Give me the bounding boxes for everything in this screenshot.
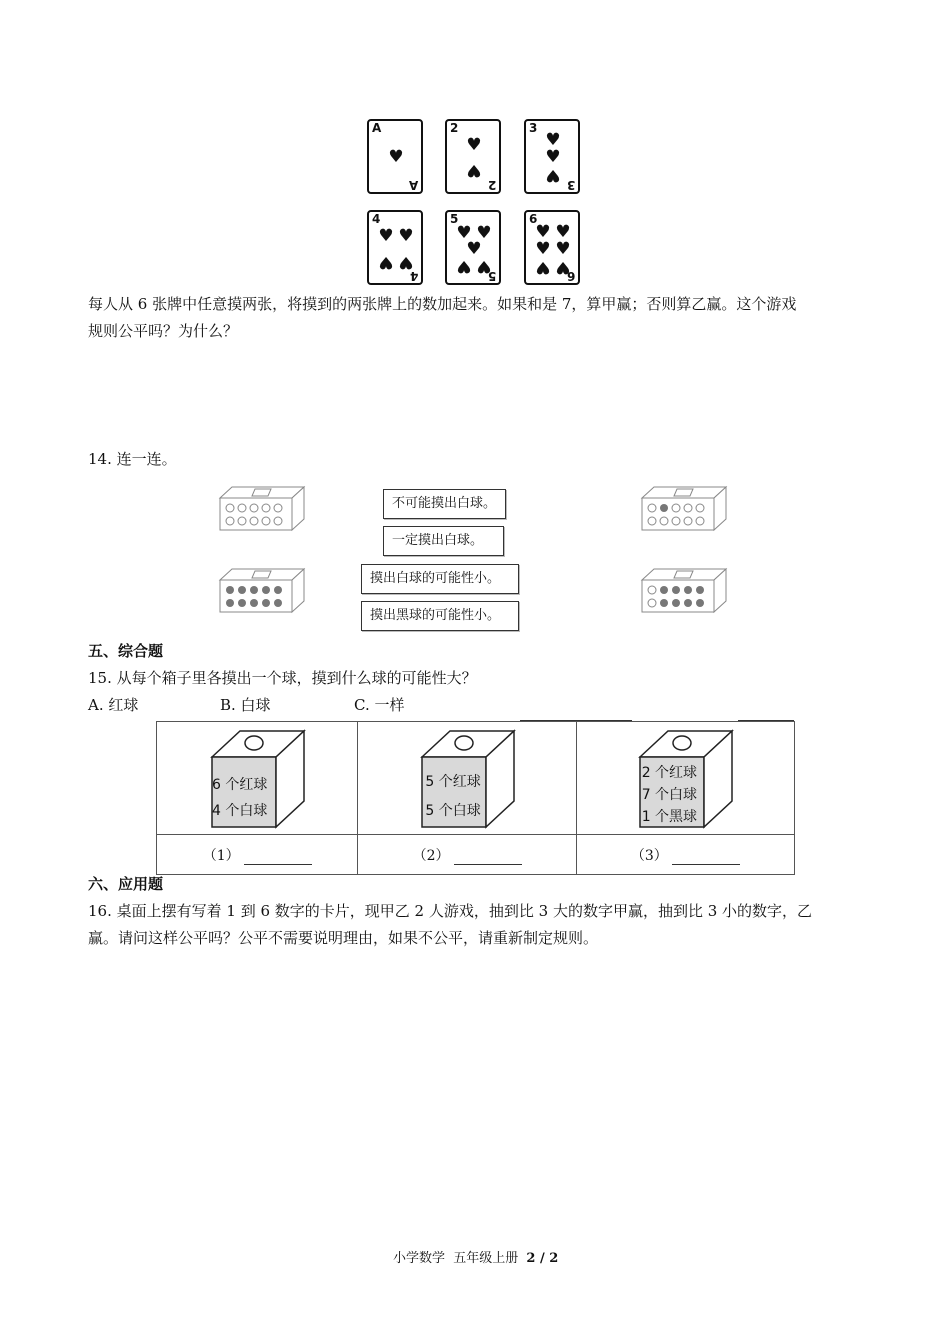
text-line: 16. 桌面上摆有写着 1 到 6 数字的卡片，现甲乙 2 人游戏，抽到比 3 大的数字甲赢，抽到比 3 小的数字，乙 [88, 902, 813, 920]
card-four-hearts [367, 210, 423, 285]
heart-icon: ♥ [545, 147, 561, 167]
question-15-table [156, 721, 795, 875]
heart-icon: ♥ [535, 239, 551, 259]
answer-cell-2[interactable] [358, 835, 576, 875]
card-rank: 5 [450, 212, 459, 226]
heart-icon: ♥ [555, 222, 571, 242]
heart-icon: ♥ [456, 256, 472, 276]
heart-icon: ♥ [535, 222, 551, 242]
box-line: 6 个红球 [212, 777, 268, 793]
heart-icon: ♥ [388, 147, 404, 167]
heart-icon: ♥ [398, 252, 414, 272]
card-rank: A [408, 178, 418, 192]
card-rank: 6 [566, 269, 575, 283]
card-six-hearts [524, 210, 580, 285]
box-contents [642, 762, 697, 828]
heart-icon: ♥ [466, 160, 482, 180]
box-cell-2 [358, 722, 576, 835]
card-five-hearts [445, 210, 501, 285]
heart-icon: ♥ [398, 226, 414, 246]
card-rank: 4 [409, 269, 418, 283]
heart-icon: ♥ [456, 223, 472, 243]
box-cell-3 [576, 722, 794, 835]
match-label-black-unlikely[interactable]: 摸出黑球的可能性小。 [361, 601, 519, 631]
card-ace-hearts [367, 119, 423, 194]
box-line: 5 个白球 [425, 803, 481, 819]
answer-caption: （3） [630, 847, 668, 864]
card-rank: A [372, 121, 382, 135]
answer-cell-3[interactable] [576, 835, 794, 875]
footer-text: 小学数学 五年级上册 [393, 1251, 519, 1266]
card-two-hearts [445, 119, 501, 194]
match-label-impossible-white[interactable]: 不可能摸出白球。 [383, 489, 506, 519]
card-rank: 3 [529, 121, 538, 135]
box-contents [212, 772, 267, 824]
box-line: 1 个黑球 [641, 809, 698, 825]
page-footer [393, 1247, 558, 1266]
section-5-title: 五、综合题 [88, 642, 164, 660]
card-rank: 2 [450, 121, 459, 135]
heart-icon: ♥ [545, 130, 561, 150]
heart-icon: ♥ [555, 239, 571, 259]
heart-icon: ♥ [476, 223, 492, 243]
box-line: 2 个红球 [641, 765, 698, 781]
question-13-text [88, 291, 888, 345]
card-three-hearts [524, 119, 580, 194]
text-line: 每人从 6 张牌中任意摸两张，将摸到的两张牌上的数加起来。如果和是 7，算甲赢；否则算乙赢。这个游戏 [88, 295, 797, 313]
box-line: 7 个白球 [641, 787, 698, 803]
answer-blank[interactable] [454, 850, 522, 865]
ball-box-one-black [638, 484, 730, 532]
text-line: 赢。请问这样公平吗？公平不需要说明理由，如果不公平，请重新制定规则。 [88, 929, 599, 947]
question-15-title: 15. 从每个箱子里各摸出一个球，摸到什么球的可能性大？ [88, 669, 477, 687]
heart-icon: ♥ [378, 226, 394, 246]
answer-caption: （2） [412, 847, 450, 864]
card-rank: 2 [487, 178, 496, 192]
heart-icon: ♥ [535, 257, 551, 277]
box-line: 5 个红球 [425, 774, 481, 790]
card-rank: 6 [529, 212, 538, 226]
answer-caption: （1） [202, 847, 240, 864]
option-c: C. 一样 [354, 696, 405, 714]
answer-cell-1[interactable] [157, 835, 358, 875]
card-rank: 5 [487, 269, 496, 283]
box-contents [425, 768, 480, 826]
page-number: 2 / 2 [526, 1251, 559, 1266]
box-line: 4 个白球 [212, 803, 268, 819]
heart-icon: ♥ [378, 252, 394, 272]
answer-blank[interactable] [244, 850, 312, 865]
section-6-title: 六、应用题 [88, 875, 164, 893]
heart-icon: ♥ [545, 165, 561, 185]
heart-icon: ♥ [555, 257, 571, 277]
option-b: B. 白球 [220, 696, 271, 714]
heart-icon: ♥ [466, 135, 482, 155]
match-label-certain-white[interactable]: 一定摸出白球。 [383, 526, 504, 556]
ball-box-mostly-black [638, 566, 730, 614]
heart-icon: ♥ [466, 239, 482, 259]
heart-icon: ♥ [476, 256, 492, 276]
answer-blank[interactable] [672, 850, 740, 865]
question-16-text [88, 898, 888, 952]
ball-box-all-black [216, 566, 308, 614]
box-cell-1 [157, 722, 358, 835]
ball-box-all-white [216, 484, 308, 532]
card-rank: 4 [372, 212, 381, 226]
text-line: 规则公平吗？为什么？ [88, 322, 239, 340]
match-label-white-unlikely[interactable]: 摸出白球的可能性小。 [361, 564, 519, 594]
card-rank: 3 [566, 178, 575, 192]
question-14-title: 14. 连一连。 [88, 450, 177, 468]
option-a: A. 红球 [88, 696, 139, 714]
